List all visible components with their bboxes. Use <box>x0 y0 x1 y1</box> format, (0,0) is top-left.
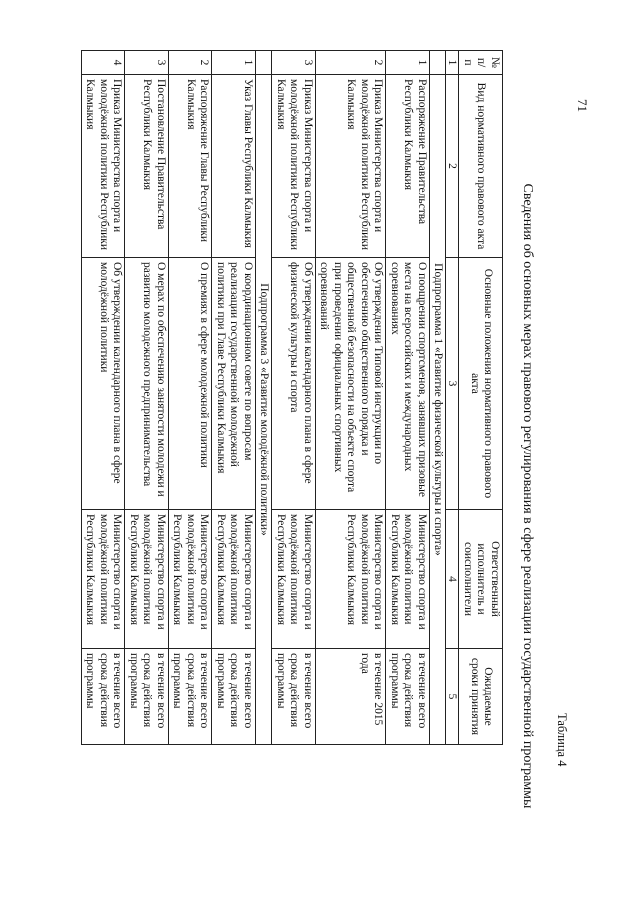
deadline: в течение всего срока действия программы <box>125 649 169 745</box>
responsible: Министерство спорта и молодёжной политики Республики Калмыкия <box>212 510 256 649</box>
column-header: № п/п <box>459 51 503 75</box>
table-container <box>81 50 503 745</box>
act-content: О координационном совете по вопросам реализации государственной молодежной политики при Главе Республики Калмыкия <box>212 258 256 510</box>
responsible: Министерство спорта и молодёжной политики Республики Калмыкия <box>316 510 387 649</box>
column-header: Ответственный исполнитель и соисполнители <box>459 510 503 649</box>
deadline: в течение всего срока действия программы <box>386 649 430 745</box>
column-header: Основные положения нормативного правового акта <box>459 258 503 510</box>
act-content: О мерах по обеспечению занятости молодежи и развитию молодежного предпринимательства <box>125 258 169 510</box>
act-content: Об утверждении календарного плана в сфере молодёжной политики <box>82 258 126 510</box>
row-number: 2 <box>169 51 213 75</box>
table-row <box>272 51 316 745</box>
responsible: Министерство спорта и молодёжной политики Республики Калмыкия <box>125 510 169 649</box>
deadline: в течение всего срока действия программы <box>82 649 126 745</box>
deadline: в течение всего срока действия программы <box>169 649 213 745</box>
act-content: О премиях в сфере молодежной политики <box>169 258 213 510</box>
act-content: Об утверждении Типовой инструкции по обеспечению общественного порядка и общественной безопасности на объекте спорта при проведении официальных спортивных соревнований <box>316 258 387 510</box>
act-type: Приказ Министерства спорта и молодёжной политики Республики Калмыкия <box>316 75 387 258</box>
table-row <box>386 51 430 745</box>
responsible: Министерство спорта и молодёжной политики Республики Калмыкия <box>386 510 430 649</box>
row-number: 4 <box>82 51 126 75</box>
deadline: в течение 2015 года <box>316 649 387 745</box>
rotated-page <box>74 50 579 850</box>
section-title: Подпрограмма 3 «Развитие молодёжной политики» <box>256 75 273 745</box>
table-row <box>169 51 213 745</box>
act-type: Указ Главы Республики Калмыкия <box>212 75 256 258</box>
deadline: в течение всего срока действия программы <box>272 649 316 745</box>
table-row <box>82 51 126 745</box>
measures-table <box>81 50 503 745</box>
act-type: Постановление Правительства Республики Калмыкия <box>125 75 169 258</box>
section-title: Подпрограмма 1 «Развитие физической культуры и спорта» <box>430 75 447 745</box>
column-number: 2 <box>446 75 459 258</box>
row-number: 2 <box>316 51 387 75</box>
column-number: 5 <box>446 649 459 745</box>
act-content: Об утверждении календарного плана в сфере физической культуры и спорта <box>272 258 316 510</box>
document-title: Сведения об основных мерах правового регулирования в сфере реализации государственной программы <box>520 183 535 809</box>
act-type: Распоряжение Правительства Республики Калмыкия <box>386 75 430 258</box>
deadline: в течение всего срока действия программы <box>212 649 256 745</box>
column-number: 4 <box>446 510 459 649</box>
row-number: 1 <box>386 51 430 75</box>
table-row <box>316 51 387 745</box>
table-row <box>212 51 256 745</box>
responsible: Министерство спорта и молодёжной политики Республики Калмыкия <box>169 510 213 649</box>
act-type: Приказ Министерства спорта и молодёжной политики Республики Калмыкия <box>82 75 126 258</box>
act-type: Приказ Министерства спорта и молодёжной политики Республики Калмыкия <box>272 75 316 258</box>
act-content: О поощрении спортсменов, занявших призовые места на всероссийских и международных соревнованиях <box>386 258 430 510</box>
table-row <box>125 51 169 745</box>
responsible: Министерство спорта и молодёжной политики Республики Калмыкия <box>272 510 316 649</box>
header-row <box>459 51 503 745</box>
table-label: Таблица 4 <box>555 713 569 767</box>
act-type: Распоряжение Главы Республики Калмыкия <box>169 75 213 258</box>
page-number: 71 <box>575 99 590 112</box>
row-number: 3 <box>125 51 169 75</box>
column-header: Вид нормативного правового акта <box>459 75 503 258</box>
column-header: Ожидаемые сроки принятия <box>459 649 503 745</box>
section-header-row <box>256 51 273 745</box>
section-header-row <box>430 51 447 745</box>
column-number: 3 <box>446 258 459 510</box>
row-number: 1 <box>212 51 256 75</box>
row-number: 3 <box>272 51 316 75</box>
column-number-row <box>446 51 459 745</box>
responsible: Министерство спорта и молодёжной политики Республики Калмыкия <box>82 510 126 649</box>
column-number: 1 <box>446 51 459 75</box>
